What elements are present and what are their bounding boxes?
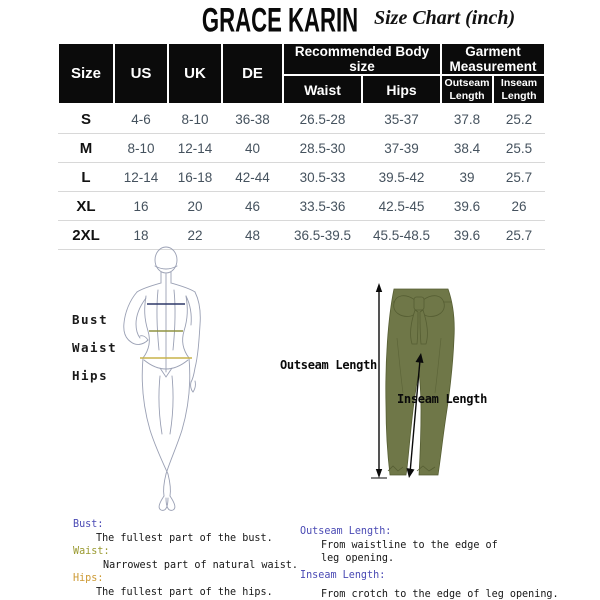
sub-header-outseam: Outseam Length xyxy=(441,75,493,104)
col-header-size: Size xyxy=(58,43,114,104)
bust-definition-text: The fullest part of the bust. xyxy=(96,531,273,544)
sub-header-hips: Hips xyxy=(362,75,441,104)
page-title: Size Chart (inch) xyxy=(374,7,516,29)
waist-definition-term: Waist: xyxy=(73,544,110,557)
outseam-definition-line2: leg opening. xyxy=(321,551,395,564)
figure-label-waist: Waist xyxy=(72,340,118,355)
pants-illustration xyxy=(357,278,502,488)
sub-header-inseam: Inseam Length xyxy=(493,75,545,104)
body-sketch-figure xyxy=(110,246,215,512)
inseam-definition-text: From crotch to the edge of leg opening. xyxy=(321,587,559,600)
figure-label-bust: Bust xyxy=(72,312,109,327)
group-header-garment: Garment Measurement xyxy=(441,43,545,75)
inseam-length-label: Inseam Length xyxy=(397,392,488,406)
table-row-m: M 8-10 12-14 40 28.5-30 37-39 38.4 25.5 xyxy=(58,134,545,163)
col-header-us: US xyxy=(114,43,168,104)
inseam-definition-term: Inseam Length: xyxy=(300,568,386,581)
bust-definition-term: Bust: xyxy=(73,517,104,530)
outseam-arrow xyxy=(371,283,387,478)
table-row-s: S 4-6 8-10 36-38 26.5-28 35-37 37.8 25.2 xyxy=(58,104,545,134)
hips-definition-text: The fullest part of the hips. xyxy=(96,585,273,598)
table-row-l: L 12-14 16-18 42-44 30.5-33 39.5-42 39 25.7 xyxy=(58,163,545,192)
brand-logo-text: GRACE KARIN xyxy=(201,1,359,40)
col-header-uk: UK xyxy=(168,43,222,104)
sub-header-waist: Waist xyxy=(283,75,362,104)
outseam-length-label: Outseam Length xyxy=(280,358,377,372)
outseam-definition-line1: From waistline to the edge of xyxy=(321,538,498,551)
size-table xyxy=(57,42,546,250)
table-row-2xl: 2XL 18 22 48 36.5-39.5 45.5-48.5 39.6 25.7 xyxy=(58,221,545,250)
hips-definition-term: Hips: xyxy=(73,571,104,584)
outseam-definition-term: Outseam Length: xyxy=(300,524,392,537)
col-header-de: DE xyxy=(222,43,283,104)
figure-label-hips: Hips xyxy=(72,368,109,383)
table-row-xl: XL 16 20 46 33.5-36 42.5-45 39.6 26 xyxy=(58,192,545,221)
waist-definition-text: Narrowest part of natural waist. xyxy=(103,558,298,571)
group-header-body-size: Recommended Body size xyxy=(283,43,441,75)
